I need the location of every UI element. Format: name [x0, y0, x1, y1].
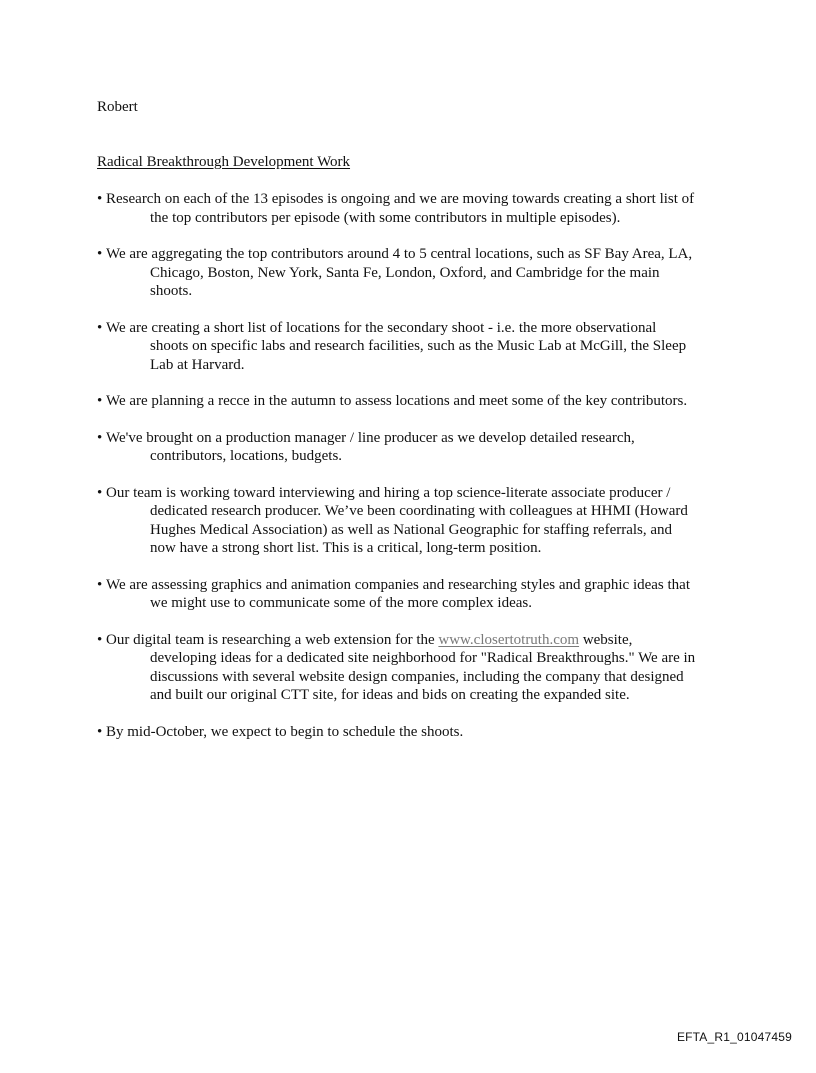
- bullet-text: Our team is working toward interviewing and hiring a top science-literate associate producer / dedicated research producer. We’ve been coordinating with colleagues at HHMI (Howard Hughes Medical Association) as well as National Geographic for staffing referrals, and now have a strong short list. This is a critical, long-term position.: [106, 484, 688, 556]
- bullet-text: We are planning a recce in the autumn to assess locations and meet some of the key contributors.: [106, 393, 688, 409]
- bullet-marker: •: [97, 393, 103, 409]
- bullet-marker: •: [97, 484, 103, 501]
- bullet-marker: •: [97, 723, 103, 740]
- bullet-item: [97, 245, 697, 301]
- bullet-item: [97, 631, 697, 705]
- bullet-marker: •: [97, 246, 103, 262]
- bullet-marker: •: [97, 429, 103, 446]
- bullet-item: [97, 190, 697, 227]
- bullet-text: We are assessing graphics and animation companies and researching styles and graphic ideas that we might use to communicate some of the more complex ideas.: [106, 576, 691, 611]
- bullet-text: We are creating a short list of locations for the secondary shoot - i.e. the more observational shoots on specific labs and research facilities, such as the Music Lab at McGill, the Sleep Lab at Harvard.: [106, 319, 687, 373]
- bullet-item: [97, 484, 697, 558]
- bullet-item: [97, 319, 697, 375]
- document-id: EFTA_R1_01047459: [676, 1030, 792, 1044]
- bullet-item: [97, 723, 697, 742]
- bullet-text-after-link: website, developing ideas for a dedicated site neighborhood for "Radical Breakthroughs." We are in discussions with several website design companies, including the company that designed and built our original CTT site, for ideas and bids on creating the expanded site.: [150, 631, 696, 703]
- bullet-text-before-link: Our digital team is researching a web extension for the: [106, 631, 439, 648]
- bullet-text: We are aggregating the top contributors around 4 to 5 central locations, such as SF Bay Area, LA, Chicago, Boston, New York, Santa Fe, London, Oxford, and Cambridge for the main shoots.: [106, 246, 693, 299]
- closertotruth-link[interactable]: www.closertotruth.com: [438, 631, 580, 648]
- section-heading: Radical Breakthrough Development Work: [97, 154, 351, 170]
- bullet-text: Research on each of the 13 episodes is ongoing and we are moving towards creating a short list of the top contributors per episode (with some contributors in multiple episodes).: [106, 191, 695, 226]
- bullet-marker: •: [97, 319, 103, 336]
- bullet-item: [97, 429, 697, 466]
- bullet-list: [97, 190, 697, 759]
- salutation: Robert: [97, 99, 138, 115]
- bullet-item: [97, 576, 697, 613]
- bullet-item: [97, 392, 697, 411]
- bullet-marker: •: [97, 576, 103, 593]
- bullet-marker: •: [97, 191, 103, 207]
- bullet-text: We've brought on a production manager / line producer as we develop detailed research, contributors, locations, budgets.: [106, 429, 635, 464]
- bullet-text: By mid-October, we expect to begin to schedule the shoots.: [106, 723, 464, 740]
- bullet-marker: •: [97, 631, 103, 648]
